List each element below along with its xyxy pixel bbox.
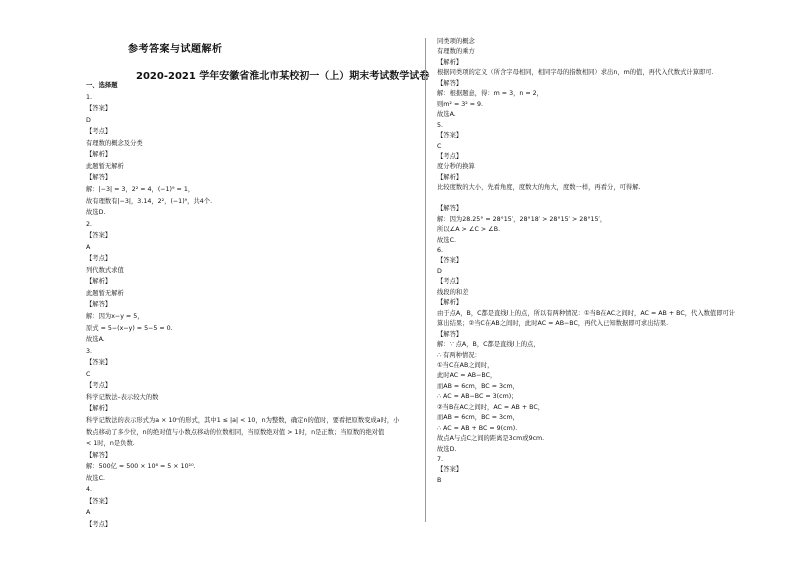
left-text-line: 4. xyxy=(86,486,93,494)
left-text-line: 【解答】 xyxy=(86,301,112,309)
left-text-line: D xyxy=(86,116,91,124)
right-text-line: 根据同类项的定义（所含字母相同，相同字母的指数相同）求出n，m的值，再代入代数式计算即可. xyxy=(437,69,714,77)
right-text-line: ∴ AC = AB + BC = 9(cm). xyxy=(437,424,518,432)
page-title: 参考答案与试题解析 xyxy=(128,44,223,55)
left-text-line: 【解析】 xyxy=(86,151,112,159)
left-text-line: 此题暂无解析 xyxy=(86,162,124,170)
left-text-line: 【解析】 xyxy=(86,278,112,286)
right-text-line: ②当B在AC之间时，AC = AB + BC， xyxy=(437,403,545,411)
left-text-line: C xyxy=(86,370,91,378)
right-text-line: 【答案】 xyxy=(437,257,463,265)
left-text-line: 有理数的概念及分类 xyxy=(86,139,143,147)
left-text-line: 【考点】 xyxy=(86,255,112,263)
left-text-line: 原式 = 5−(x−y) = 5−5 = 0. xyxy=(86,324,173,332)
left-text-line: 【解答】 xyxy=(86,451,112,459)
right-text-line: 度分秒的换算 xyxy=(437,163,475,171)
right-text-line: 【解析】 xyxy=(437,58,463,66)
left-text-line: 一、选择题 xyxy=(86,82,118,89)
right-text-line: 比较度数的大小，先看角度，度数大的角大，度数一样，再看分，可得解. xyxy=(437,184,641,192)
left-text-line: A xyxy=(86,243,91,251)
right-text-line: 【解析】 xyxy=(437,173,463,181)
right-text-line: 【答案】 xyxy=(437,466,463,474)
right-text-line: 【解答】 xyxy=(437,330,463,338)
left-text-line: A xyxy=(86,509,91,517)
right-text-line: D xyxy=(437,267,442,275)
right-text-line: 【解析】 xyxy=(437,299,463,307)
right-text-line: 同类项的概念 xyxy=(437,38,475,45)
right-text-line: 6. xyxy=(437,247,444,254)
right-text-line: 故选D. xyxy=(437,445,457,453)
right-text-line: 故点A与点C之间的距离是3cm或9cm. xyxy=(437,435,545,443)
left-text-line: < 1时，n是负数. xyxy=(86,440,135,448)
left-text-line: 列代数式求值 xyxy=(86,266,124,274)
right-text-line: 【解答】 xyxy=(437,79,463,87)
right-text-line: 7. xyxy=(437,456,444,463)
left-text-line: 【答案】 xyxy=(86,105,112,113)
right-text-line: 此时AC = AB−BC， xyxy=(437,372,497,380)
left-text-line: 解：因为x−y = 5， xyxy=(86,313,144,320)
right-text-line: B xyxy=(437,476,442,484)
left-text-line: 【解答】 xyxy=(86,174,112,182)
right-text-line: 【答案】 xyxy=(437,132,463,140)
left-text-line: 故选A. xyxy=(86,336,105,344)
left-text-line: 1. xyxy=(86,93,93,101)
left-text-line: 【考点】 xyxy=(86,520,112,528)
right-text-line: 而AB = 6cm，BC = 3cm， xyxy=(437,414,519,422)
left-text-line: 故选D. xyxy=(86,209,106,217)
exam-subtitle: 2020-2021 学年安徽省淮北市某校初一（上）期末考试数学试卷 xyxy=(136,71,430,82)
left-text-line: 【考点】 xyxy=(86,128,112,136)
right-text-line: 由于点A，B，C都是直线l上的点，所以有两种情况：①当B在AC之间时，AC = AB + BC，代入数值即可计 xyxy=(437,309,736,317)
left-text-line: 【答案】 xyxy=(86,497,112,505)
left-text-line: 解：|−3| = 3，2² = 4，(−1)⁹ = 1， xyxy=(86,185,195,193)
left-text-line: 故选C. xyxy=(86,474,105,482)
right-text-line: 有理数的乘方 xyxy=(437,48,475,56)
left-text-line: 解：500亿 = 500 × 10⁸ = 5 × 10¹⁰. xyxy=(86,463,196,471)
left-text-line: 此题暂无解析 xyxy=(86,289,124,297)
right-text-line: 【解答】 xyxy=(437,205,463,213)
right-text-line: 【考点】 xyxy=(437,278,463,286)
right-text-line: 解：根据题意，得：m = 3，n = 2， xyxy=(437,90,543,98)
right-text-line: 解：∵ 点A，B，C都是直线l上的点， xyxy=(437,341,540,349)
right-text-line: 所以∠A > ∠C > ∠B. xyxy=(437,226,501,234)
left-text-line: 故有理数有|−3|，3.14，2²，(−1)⁹，共4个. xyxy=(86,197,213,205)
right-text-line: ①当C在AB之间时， xyxy=(437,361,494,369)
left-text-line: 【答案】 xyxy=(86,232,112,240)
left-text-line: 2. xyxy=(86,220,93,228)
column-divider xyxy=(425,38,426,522)
right-text-line: 【考点】 xyxy=(437,152,463,160)
right-text-line: 5. xyxy=(437,121,444,129)
left-text-line: 数点移动了多少位，n的绝对值与小数点移动的位数相同，当原数绝对值 > 1时，n是正数；当原数的绝对值 xyxy=(86,428,385,436)
right-text-line: 故选A. xyxy=(437,111,456,119)
left-text-line: 【答案】 xyxy=(86,359,112,367)
right-text-line: C xyxy=(437,142,442,150)
right-text-line: 线段的和差 xyxy=(437,288,469,296)
right-text-line: 算出结果；②当C在AB之间时，此时AC = AB−BC，再代入已知数据即可求出结果. xyxy=(437,320,669,328)
right-text-line: 故选C. xyxy=(437,236,456,244)
right-text-line: ∴ AC = AB−BC = 3(cm)； xyxy=(437,393,518,401)
right-text-line: 而AB = 6cm，BC = 3cm， xyxy=(437,382,519,390)
left-text-line: 【解析】 xyxy=(86,405,112,413)
right-text-line: 解：因为28.25° = 28°15′，28°18′ > 28°15′ > 28°15′， xyxy=(437,215,607,223)
left-text-line: 【考点】 xyxy=(86,382,112,390)
left-text-line: 科学记数法–表示较大的数 xyxy=(86,393,159,401)
left-text-line: 3. xyxy=(86,347,93,355)
right-text-line: ∴ 有两种情况： xyxy=(437,351,481,359)
left-text-line: 科学记数法的表示形式为a × 10ⁿ的形式，其中1 ≤ |a| < 10，n为整数，确定n的值时，要看把原数变成a时，小 xyxy=(86,416,400,424)
right-text-line: 则m² = 3² = 9. xyxy=(437,100,484,108)
